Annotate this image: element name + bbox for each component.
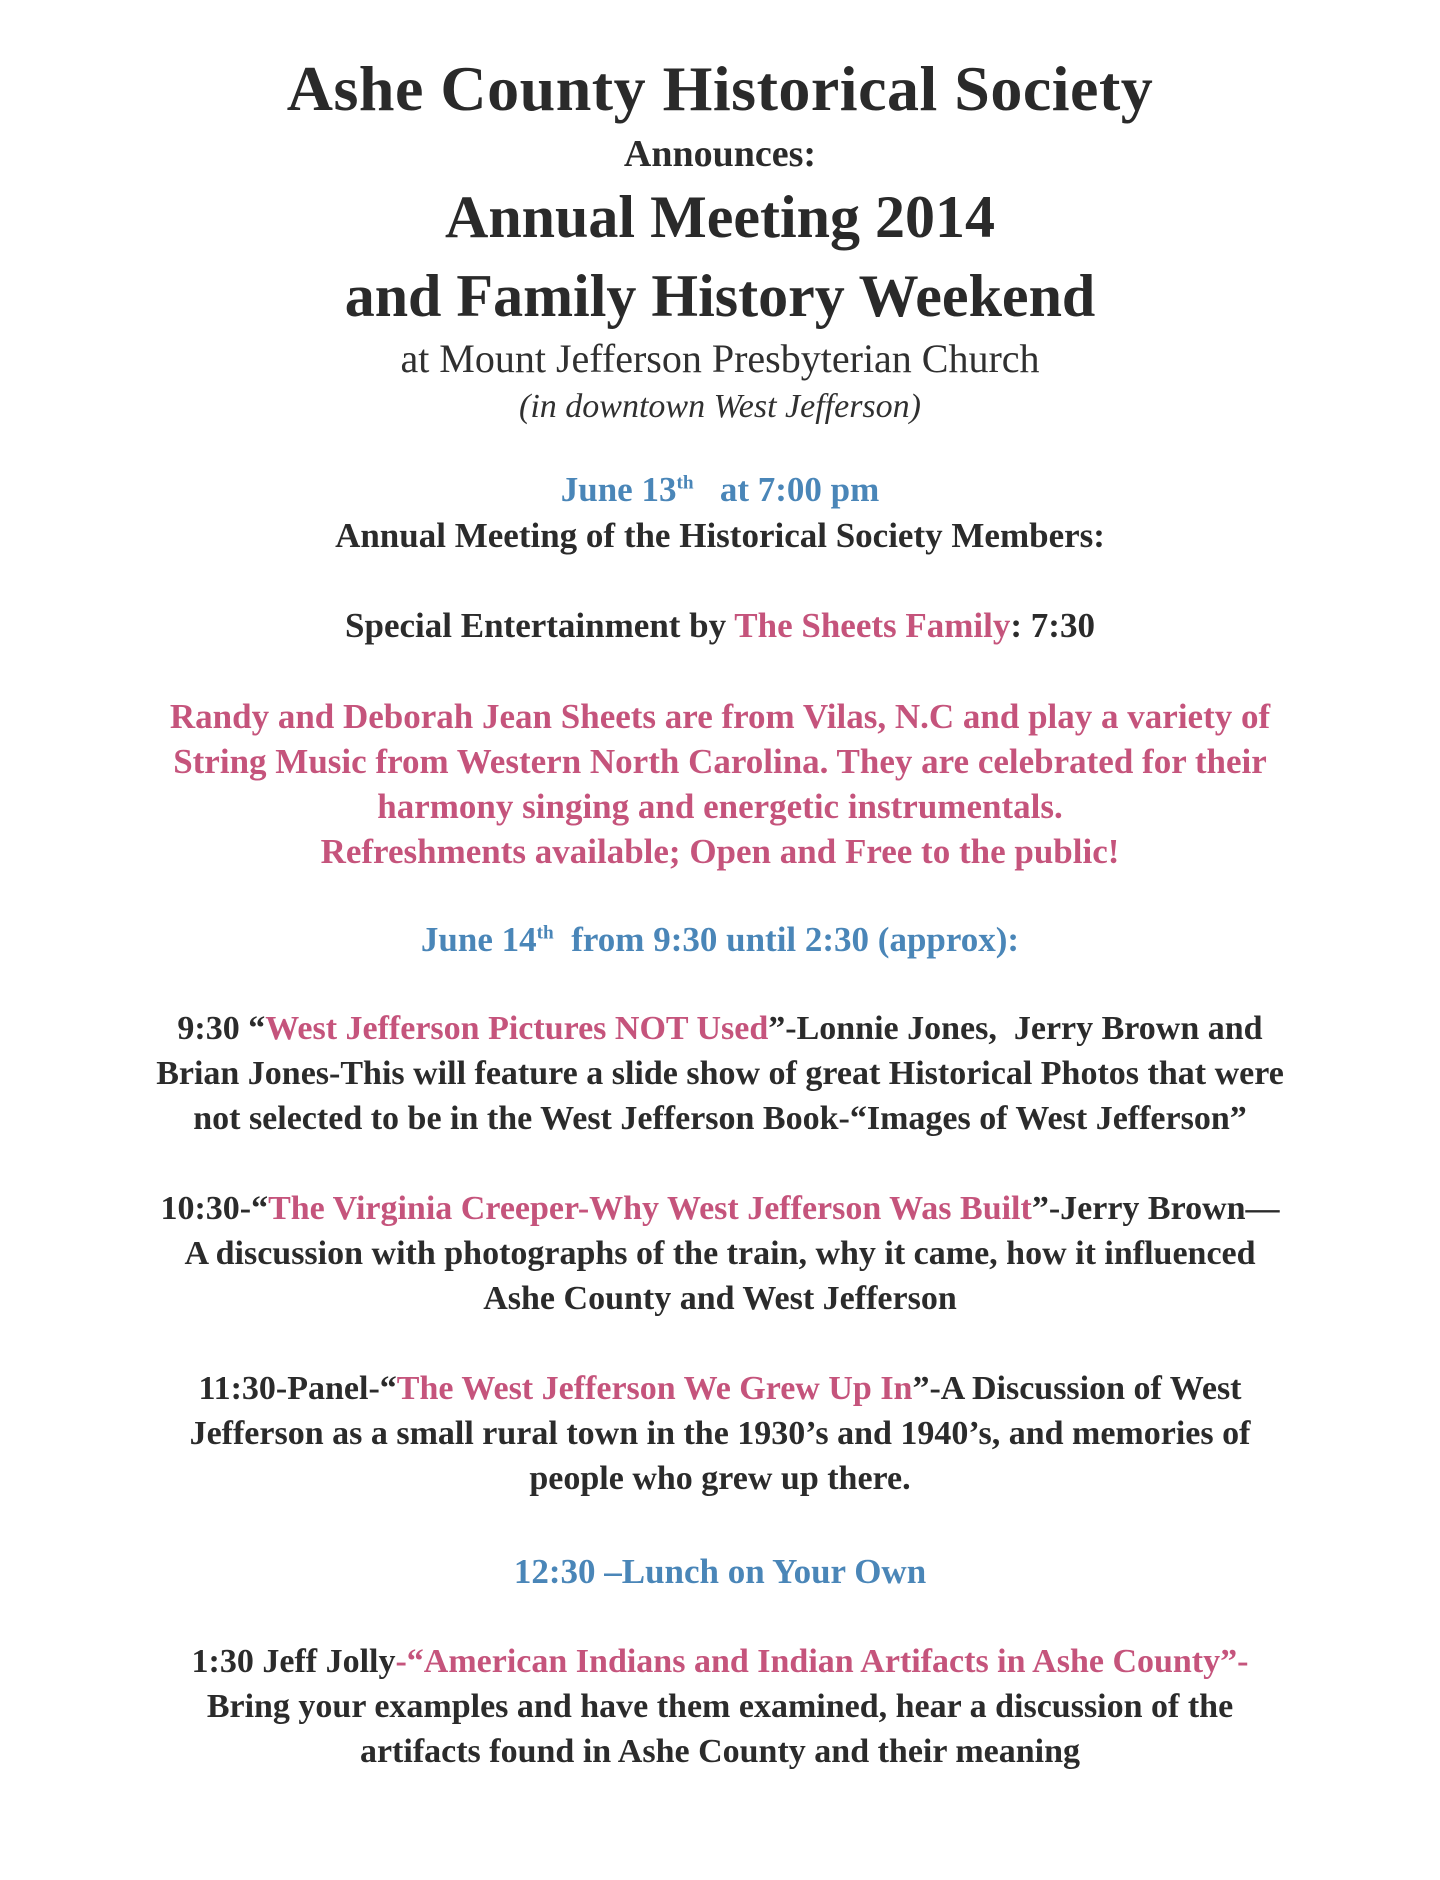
entertainment-description-line: harmony singing and energetic instrumentals. <box>377 787 1063 826</box>
special-time: : 7:30 <box>1010 606 1095 645</box>
session-4-line-2: Bring your examples and have them examined, hear a discussion of the <box>206 1688 1234 1725</box>
saturday-date-day: June 14 <box>420 920 537 959</box>
friday-date-day: June 13 <box>560 470 677 509</box>
venue-note: (in downtown West Jefferson) <box>519 388 921 425</box>
session-4-line-1 <box>0 1643 1440 1681</box>
lunch-line: 12:30 –Lunch on Your Own <box>513 1552 927 1591</box>
session-3-line-3: people who grew up there. <box>529 1460 911 1497</box>
annual-meeting-line: Annual Meeting of the Historical Society Members: <box>335 516 1105 555</box>
refreshments-line: Refreshments available; Open and Free to the public! <box>320 832 1120 871</box>
session-1-line-2: Brian Jones-This will feature a slide show of great Historical Photos that were <box>156 1055 1284 1092</box>
saturday-date-suffix: th <box>536 922 554 944</box>
session-4-line-3: artifacts found in Ashe County and their meaning <box>359 1733 1081 1770</box>
special-entertainment <box>0 606 1440 646</box>
saturday-date <box>0 920 1440 960</box>
entertainment-description-line: Randy and Deborah Jean Sheets are from Vilas, N.C and play a variety of <box>169 697 1271 736</box>
society-title: Ashe County Historical Society <box>286 53 1154 124</box>
session-rest: ”-Lonnie Jones, Jerry Brown and <box>768 1010 1263 1047</box>
announces-label: Announces: <box>623 133 817 175</box>
special-prefix: Special Entertainment by <box>345 606 735 645</box>
session-rest: ”-Jerry Brown— <box>1031 1190 1280 1227</box>
session-3-line-2: Jefferson as a small rural town in the 1930’s and 1940’s, and memories of <box>189 1415 1251 1452</box>
session-title: -“American Indians and Indian Artifacts in Ashe County”- <box>395 1643 1249 1680</box>
session-3-line-1 <box>0 1370 1440 1408</box>
friday-date <box>0 470 1440 510</box>
session-lead: 10:30-“ <box>160 1190 269 1227</box>
session-rest: ”-A Discussion of West <box>912 1370 1242 1407</box>
friday-time: at 7:00 pm <box>693 470 880 509</box>
session-1-line-3: not selected to be in the West Jefferson Book-“Images of West Jefferson” <box>193 1100 1247 1137</box>
session-lead: 9:30 “ <box>177 1010 266 1047</box>
performer-name: The Sheets Family <box>734 606 1011 645</box>
headline-line-1: Annual Meeting 2014 <box>444 184 996 250</box>
saturday-time: from 9:30 until 2:30 (approx): <box>553 920 1020 959</box>
headline-line-2: and Family History Weekend <box>344 263 1096 329</box>
session-title: West Jefferson Pictures NOT Used <box>265 1010 769 1047</box>
session-1-line-1 <box>0 1010 1440 1048</box>
session-2-line-1 <box>0 1190 1440 1228</box>
session-2-line-3: Ashe County and West Jefferson <box>483 1280 957 1317</box>
entertainment-description-line: String Music from Western North Carolina. They are celebrated for their <box>173 742 1267 781</box>
session-lead: 1:30 Jeff Jolly <box>191 1643 396 1680</box>
session-title: The Virginia Creeper-Why West Jefferson Was Built <box>268 1190 1032 1227</box>
friday-date-suffix: th <box>676 472 694 494</box>
session-2-line-2: A discussion with photographs of the train, why it came, how it influenced <box>184 1235 1256 1272</box>
session-title: The West Jefferson We Grew Up In <box>396 1370 913 1407</box>
session-lead: 11:30-Panel-“ <box>198 1370 397 1407</box>
venue: at Mount Jefferson Presbyterian Church <box>400 336 1040 381</box>
